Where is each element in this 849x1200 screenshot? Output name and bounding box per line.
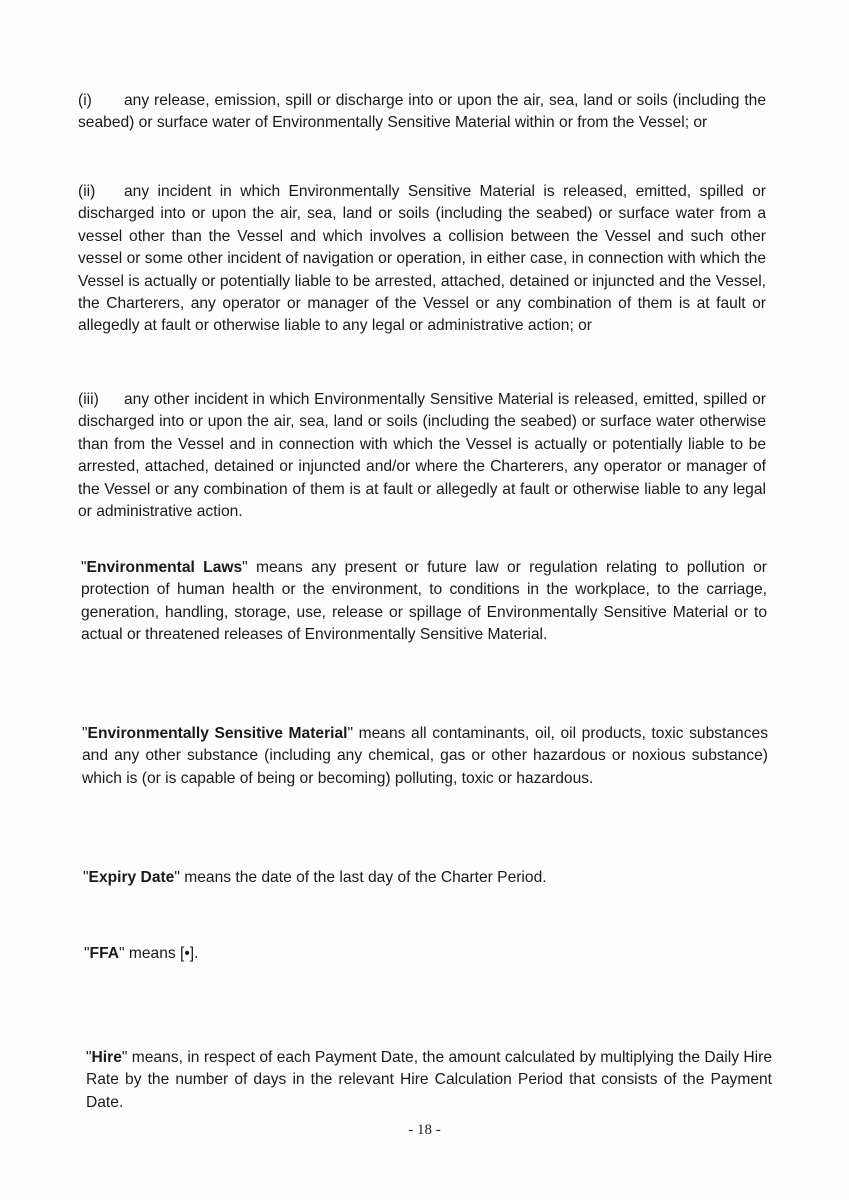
clause-ii	[78, 181, 766, 338]
clause-text: any incident in which Environmentally Sensitive Material is released, emitted, spilled or discharged into or upon the air, sea, land or soils (including the seabed) or surface water from a vessel other than the Vessel and which involves a collision between the Vessel and such other vessel or some other incident of navigation or operation, in either case, in connection with which the Vessel is actually or potentially liable to be arrested, attached, detained or injuncted and the Vessel, the Charterers, any operator or manager of the Vessel or any combination of them is at fault or allegedly at fault or otherwise liable to any legal or administrative action; or	[78, 183, 766, 335]
quote-mark: "	[121, 1049, 128, 1066]
defined-term: Environmental Laws	[86, 559, 243, 576]
defined-term: Hire	[91, 1049, 122, 1066]
quote-mark: "	[119, 945, 125, 962]
definition-expiry-date	[83, 867, 771, 889]
clause-i	[78, 90, 766, 135]
definition-text: means [•].	[124, 945, 199, 962]
defined-term: FFA	[89, 945, 119, 962]
definition-ffa	[84, 943, 772, 965]
defined-term: Expiry Date	[88, 869, 175, 886]
quote-mark: "	[82, 725, 88, 742]
quote-mark: "	[86, 1049, 92, 1066]
clause-number: (iii)	[78, 391, 99, 408]
definition-hire	[86, 1047, 772, 1114]
quote-mark: "	[242, 559, 248, 576]
quote-mark: "	[84, 945, 90, 962]
clause-number: (i)	[78, 92, 92, 109]
quote-mark: "	[83, 869, 89, 886]
definition-text: means, in respect of each Payment Date, the amount calculated by multiplying the Daily Hire Rate by the number of days in the relevant Hire Calculation Period that consists of the Payment Date.	[86, 1049, 772, 1111]
quote-mark: "	[347, 725, 354, 742]
definition-text: means any present or future law or regulation relating to pollution or protection of human health or the environment, to conditions in the workplace, to the carriage, generation, handling, storage, use, release or spillage of Environmentally Sensitive Material or to actual or threatened releases of Environmentally Sensitive Material.	[81, 559, 767, 644]
quote-mark: "	[174, 869, 180, 886]
clause-text: any other incident in which Environmentally Sensitive Material is released, emitted, spilled or discharged into or upon the air, sea, land or soils (including the seabed) or surface water otherwise than from the Vessel and in connection with which the Vessel is actually or potentially liable to be arrested, attached, detained or injuncted and/or where the Charterers, any operator or manager of the Vessel or any combination of them is at fault or allegedly at fault or otherwise liable to any legal or administrative action.	[78, 391, 766, 521]
quote-mark: "	[81, 559, 87, 576]
definition-text: means all contaminants, oil, oil products, toxic substances and any other substance (including any chemical, gas or other hazardous or noxious substance) which is (or is capable of being or becoming) polluting, toxic or hazardous.	[82, 725, 768, 787]
definition-text: means the date of the last day of the Charter Period.	[179, 869, 547, 886]
definition-environmental-laws	[81, 557, 767, 647]
clause-iii	[78, 389, 766, 523]
page-number: - 18 -	[408, 1122, 441, 1138]
clause-text: any release, emission, spill or discharge into or upon the air, sea, land or soils (including the seabed) or surface water of Environmentally Sensitive Material within or from the Vessel; or	[78, 92, 766, 132]
definition-environmentally-sensitive-material	[82, 723, 768, 790]
clause-number: (ii)	[78, 183, 96, 200]
defined-term: Environmentally Sensitive Material	[87, 725, 348, 742]
